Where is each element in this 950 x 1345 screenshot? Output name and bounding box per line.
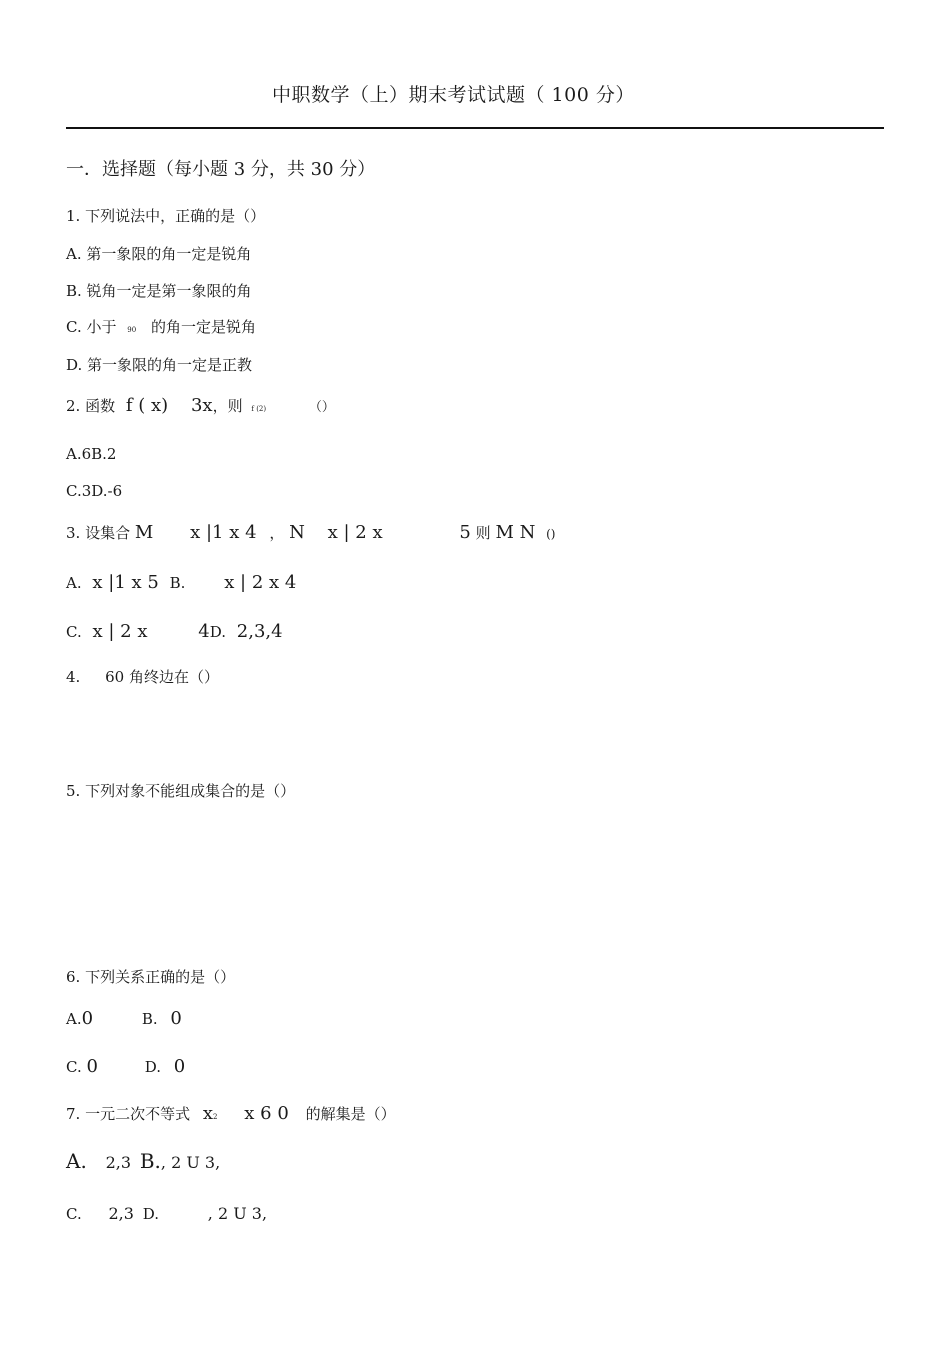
q3-five: 5	[459, 522, 471, 543]
q2-function: f ( x)	[125, 395, 169, 416]
q7-rest: x 6 0	[244, 1103, 289, 1124]
q3-c-value: x | 2 x	[92, 621, 148, 642]
option-c-degree: 90	[127, 326, 137, 334]
question-4-stem	[66, 666, 219, 687]
question-2-options-cd: C.3D.-6	[66, 482, 123, 500]
question-1-stem: 1. 下列说法中，正确的是（）	[66, 207, 266, 225]
question-1-option-b: B. 锐角一定是第一象限的角	[66, 282, 252, 300]
q3-mn: M N	[495, 522, 536, 543]
q3-b-label: B.	[169, 574, 186, 592]
q3-a-value: x |1 x 5	[92, 572, 159, 593]
q3-b-value: x | 2 x 4	[224, 572, 297, 593]
q7-prefix: 7. 一元二次不等式	[66, 1105, 191, 1123]
q4-number: 4.	[66, 668, 81, 686]
option-c-suffix: 的角一定是锐角	[150, 318, 256, 336]
q3-c-four: 4	[198, 621, 210, 642]
q7-c-label: C.	[66, 1205, 82, 1223]
exam-title: 中职数学（上）期末考试试题（ 100 分）	[272, 84, 635, 106]
q3-c-label: C.	[66, 623, 82, 641]
question-3-stem	[66, 522, 556, 543]
q3-a-label: A.	[66, 574, 82, 592]
q6-b-value: 0	[170, 1008, 182, 1029]
q7-d-label: D.	[142, 1205, 159, 1223]
q6-d-value: 0	[173, 1056, 186, 1077]
q7-x: x	[202, 1103, 214, 1124]
title-divider	[66, 127, 884, 129]
q3-set1: x |1 x 4	[190, 522, 257, 543]
q3-set-m: M	[134, 522, 154, 543]
question-2-stem	[66, 395, 335, 416]
q3-then: 则	[475, 524, 491, 542]
q6-c-value: 0	[86, 1056, 98, 1077]
q6-d-label: D.	[144, 1058, 161, 1076]
question-2-options-ab: A.6B.2	[66, 445, 117, 463]
q7-suffix: 的解集是（）	[305, 1105, 396, 1123]
question-3-options-cd	[66, 621, 283, 642]
q2-prefix: 2. 函数	[66, 397, 116, 415]
q3-prefix: 3. 设集合	[66, 524, 131, 542]
question-1-option-a: A. 第一象限的角一定是锐角	[66, 245, 252, 263]
question-6-stem: 6. 下列关系正确的是（）	[66, 968, 236, 986]
question-3-options-ab	[66, 572, 296, 593]
q7-b-label: B.	[139, 1149, 161, 1173]
question-6-options-cd	[66, 1056, 185, 1077]
q2-f2: f (2)	[251, 405, 267, 413]
q6-b-label: B.	[141, 1010, 158, 1028]
q6-c-label: C.	[66, 1058, 82, 1076]
q2-then: ，则	[212, 397, 243, 415]
q3-d-value: 2,3,4	[236, 621, 283, 642]
q7-a-label: A.	[66, 1149, 87, 1173]
question-6-options-ab	[66, 1008, 182, 1029]
question-7-options-cd	[66, 1204, 267, 1223]
question-1-option-d: D. 第一象限的角一定是正教	[66, 356, 253, 374]
q3-set2: x | 2 x	[327, 522, 383, 543]
question-7-stem	[66, 1103, 396, 1124]
q7-d-value: , 2 U 3,	[207, 1204, 268, 1223]
question-1-option-c	[66, 316, 256, 337]
option-c-prefix: C. 小于	[66, 318, 117, 336]
q7-c-value: 2,3	[108, 1204, 134, 1223]
question-7-options-ab	[66, 1149, 220, 1173]
q4-text: 60 角终边在（）	[105, 668, 219, 686]
q6-a-value: 0	[81, 1008, 94, 1029]
q2-paren: （）	[308, 400, 335, 415]
q7-a-value: 2,3	[105, 1153, 132, 1172]
q2-rhs: 3x	[190, 395, 213, 416]
question-5-stem: 5. 下列对象不能组成集合的是（）	[66, 782, 296, 800]
q6-a-label: A.	[66, 1010, 82, 1028]
q3-paren: ()	[546, 527, 556, 541]
q3-set-n: N	[289, 522, 305, 543]
q3-d-label: D.	[209, 623, 226, 641]
q7-exponent: 2	[213, 1113, 218, 1121]
section-heading: 一．选择题（每小题 3 分，共 30 分）	[66, 159, 376, 180]
q7-b-value: , 2 U 3,	[160, 1153, 221, 1172]
q3-comma: ，	[269, 524, 285, 542]
